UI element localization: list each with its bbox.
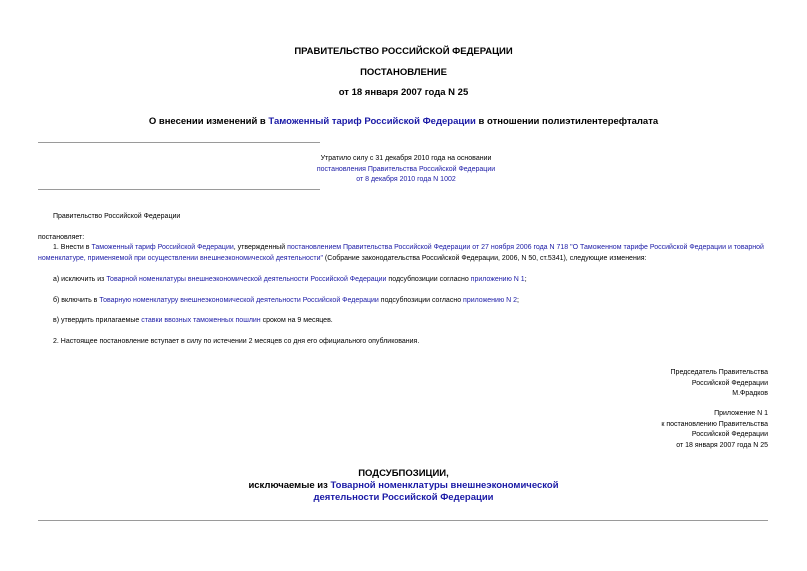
document-date: от 18 января 2007 года N 25 (338, 87, 469, 98)
item-1-prefix: 1. Внести в (53, 244, 92, 251)
document-subject (0, 116, 807, 127)
item-a-paragraph (53, 275, 527, 285)
issuing-authority: ПРАВИТЕЛЬСТВО РОССИЙСКОЙ ФЕДЕРАЦИИ (294, 46, 513, 57)
annex-title-prefix: исключаемые из (248, 480, 331, 491)
signatory-org: Российской Федерации (691, 379, 768, 387)
item-a-nomenclature-link[interactable]: Товарной номенклатуры внешнеэкономической деятельности Российской Федерации (106, 276, 387, 283)
appendix-2-link[interactable]: приложению N 2 (463, 297, 518, 304)
annex-number: Приложение N 1 (714, 410, 768, 417)
item-c-paragraph (53, 316, 333, 326)
signature-block (671, 368, 768, 400)
annex-ref-date: от 18 января 2007 года N 25 (676, 441, 768, 449)
item-a-middle: подсубпозиции согласно (386, 276, 471, 283)
decides-label: постановляет: (38, 234, 85, 241)
annex-bottom-divider (38, 520, 768, 521)
subject-suffix: в отношении полиэтилентерефталата (475, 116, 659, 127)
repeal-notice-text: Утратило силу с 31 декабря 2010 года на основании (320, 155, 492, 162)
item-b-nomenclature-link[interactable]: Товарную номенклатуру внешнеэкономической деятельности Российской Федерации (99, 297, 379, 304)
signatory-title: Председатель Правительства (670, 369, 768, 376)
import-duty-rates-link[interactable]: ставки ввозных таможенных пошлин (141, 317, 261, 324)
annex-ref-line-2: к постановлению Правительства (661, 420, 768, 428)
notice-top-divider (38, 142, 320, 143)
item-c-suffix: сроком на 9 месяцев. (260, 317, 333, 324)
item-a-suffix: ; (524, 276, 527, 283)
item-a-prefix: а) исключить из (53, 276, 107, 283)
annex-nomenclature-link-cont[interactable]: деятельности Российской Федерации (313, 492, 494, 503)
appendix-1-link[interactable]: приложению N 1 (470, 276, 525, 283)
item-1-decree-link[interactable]: постановлением Правительства Российской Федерации от 27 ноября 2006 года N 718 "О Таможенном тарифе Российской Федерации и товарной номенклатуре, применяемой при осуществлении внешнеэкономической деятельности" (38, 244, 764, 262)
item-b-middle: подсубпозиции согласно (378, 297, 464, 304)
subject-prefix: О внесении изменений в (148, 116, 269, 127)
government-label: Правительство Российской Федерации (53, 213, 181, 220)
item-1-paragraph (38, 243, 773, 264)
item-1-tariff-link[interactable]: Таможенный тариф Российской Федерации (91, 244, 234, 251)
annex-title-line-2 (0, 480, 807, 492)
annex-reference (661, 409, 768, 451)
annex-title-heading: ПОДСУБПОЗИЦИИ, (358, 468, 449, 479)
annex-nomenclature-link[interactable]: Товарной номенклатуры внешнеэкономической (330, 480, 559, 491)
document-type: ПОСТАНОВЛЕНИЕ (360, 67, 447, 78)
item-c-prefix: в) утвердить прилагаемые (53, 317, 142, 324)
annex-ref-line-3: Российской Федерации (691, 431, 768, 438)
item-2-paragraph: 2. Настоящее постановление вступает в силу по истечении 2 месяцев со дня его официального опубликования. (53, 338, 420, 345)
annex-title (0, 468, 807, 504)
repeal-decree-date-link[interactable]: от 8 декабря 2010 года N 1002 (356, 176, 456, 183)
notice-bottom-divider (38, 189, 320, 190)
customs-tariff-link[interactable]: Таможенный тариф Российской Федерации (268, 116, 476, 127)
item-b-paragraph (53, 296, 519, 306)
repeal-decree-link[interactable]: постановления Правительства Российской Федерации (316, 165, 496, 173)
item-1-suffix: (Собрание законодательства Российской Федерации, 2006, N 50, ст.5341), следующие изменения: (322, 254, 647, 262)
item-b-prefix: б) включить в (53, 297, 100, 304)
item-1-middle: , утвержденный (233, 244, 288, 251)
item-b-suffix: ; (517, 297, 519, 304)
repeal-notice (196, 154, 616, 186)
signatory-name: М.Фрадков (732, 390, 768, 397)
